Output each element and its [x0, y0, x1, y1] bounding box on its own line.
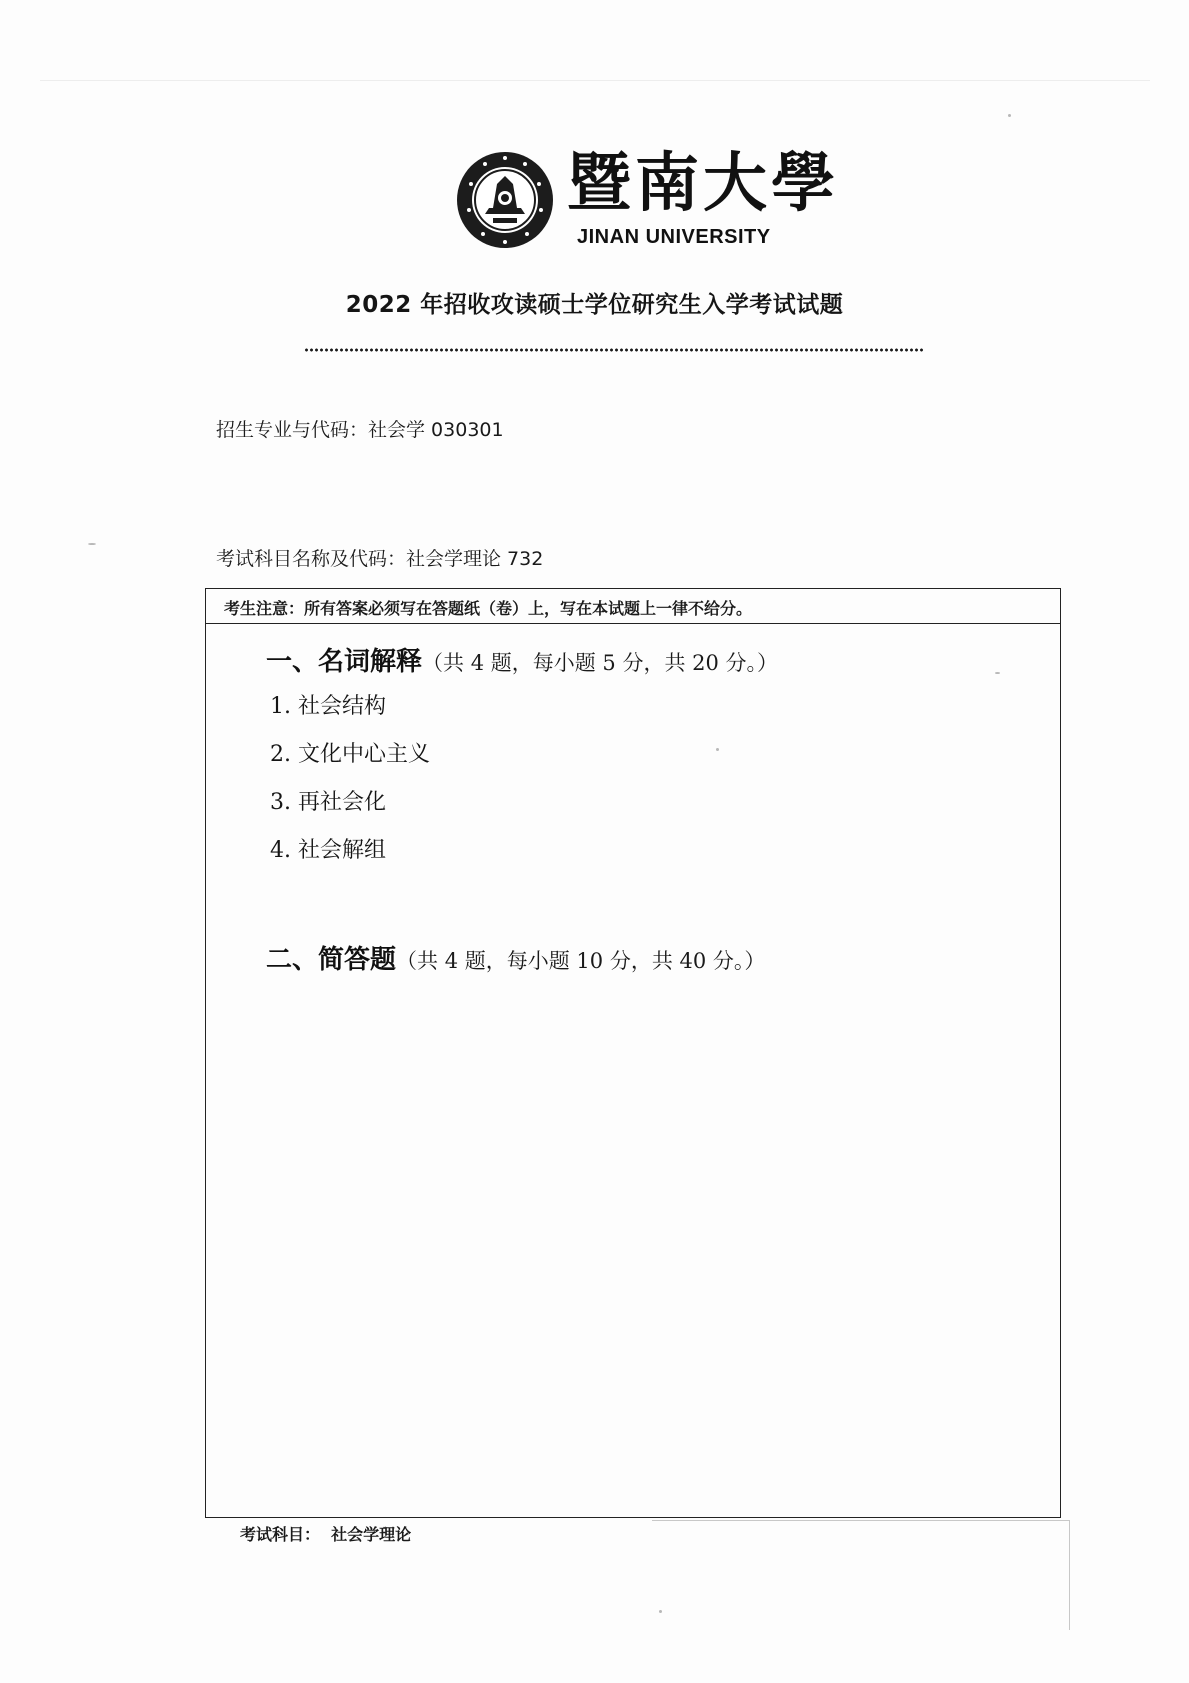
exam-question-box: [205, 588, 1061, 1518]
university-name-cn: 暨南大學: [567, 146, 839, 221]
footer-subject: [240, 1522, 411, 1545]
footer-subject-label: 考试科目：: [240, 1525, 321, 1544]
question-item: 2. 文化中心主义: [270, 742, 430, 767]
section-heading: [266, 939, 765, 976]
section-name: 简答题: [318, 945, 397, 975]
major-value: 社会学 030301: [368, 419, 504, 441]
major-line: [216, 415, 504, 442]
question-item: 4. 社会解组: [270, 838, 386, 863]
footer-subject-value: 社会学理论: [331, 1525, 412, 1544]
section-name: 名词解释: [318, 647, 423, 677]
section-description: （共 4 题，每小题 10 分，共 40 分。）: [396, 949, 766, 973]
dotted-divider: [304, 348, 924, 352]
section-number: 二、: [266, 945, 319, 975]
university-seal-icon: [455, 150, 555, 250]
question-list: [270, 693, 430, 885]
subject-value: 社会学理论 732: [406, 548, 544, 570]
section-heading: [266, 641, 778, 678]
scan-speck: [1008, 114, 1011, 117]
notice-row: [206, 589, 1060, 624]
scan-speck: [88, 543, 96, 545]
section-description: （共 4 题，每小题 5 分，共 20 分。）: [422, 651, 779, 675]
question-item: 3. 再社会化: [270, 790, 386, 815]
subject-line: [216, 544, 543, 571]
question-item: 1. 社会结构: [270, 694, 386, 719]
exam-title: 2022 年招收攻读硕士学位研究生入学考试试题: [345, 292, 844, 318]
university-logo: [455, 146, 839, 258]
footer-page-box: [652, 1520, 1070, 1630]
major-label: 招生专业与代码：: [216, 419, 369, 441]
university-name-en: JINAN UNIVERSITY: [577, 226, 771, 248]
scan-artifact-line: [40, 80, 1150, 81]
candidate-notice: 考生注意：所有答案必须写在答题纸（卷）上，写在本试题上一律不给分。: [224, 599, 753, 618]
subject-label: 考试科目名称及代码：: [216, 548, 407, 570]
section-number: 一、: [266, 647, 319, 677]
